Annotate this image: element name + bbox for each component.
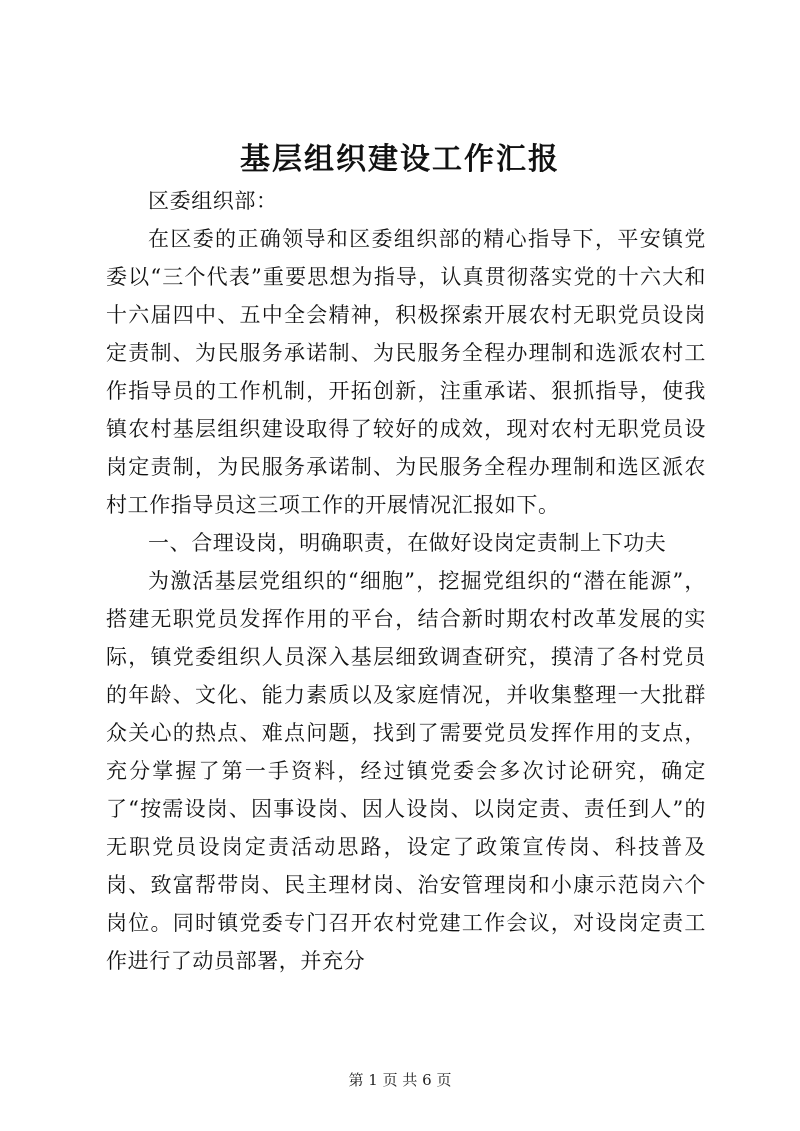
paragraph-section-1: 为激活基层党组织的“细胞”，挖掘党组织的“潜在能源”，搭建无职党员发挥作用的平台，结合新时期农村改革发展的实际，镇党委组织人员深入基层细致调查研究，摸清了各村党员的年龄、文化、能力素质以及家庭情况，并收集整理一大批群众关心的热点、难点问题，找到了需要党员发挥作用的支点，充分掌握了第一手资料，经过镇党委会多次讨论研究，确定了“按需设岗、因事设岗、因人设岗、以岗定责、责任到人”的无职党员设岗定责活动思路，设定了政策宣传岗、科技普及岗、致富帮带岗、民主理材岗、治安管理岗和小康示范岗六个岗位。同时镇党委专门召开农村党建工作会议，对设岗定责工作进行了动员部署，并充分 [106, 569, 706, 973]
document-body [106, 182, 706, 980]
document-title: 基层组织建设工作汇报 [240, 142, 560, 177]
salutation: 区委组织部： [148, 189, 278, 213]
paragraph-intro: 在区委的正确领导和区委组织部的精心指导下，平安镇党委以“三个代表”重要思想为指导，认真贯彻落实党的十六大和十六届四中、五中全会精神，积极探索开展农村无职党员设岗定责制、为民服务承诺制、为民服务全程办理制和选派农村工作指导员的工作机制，开拓创新，注重承诺、狠抓指导，使我镇农村基层组织建设取得了较好的成效，现对农村无职党员设岗定责制，为民服务承诺制、为民服务全程办理制和选区派农村工作指导员这三项工作的开展情况汇报如下。 [106, 227, 706, 517]
section-heading-1: 一、合理设岗，明确职责，在做好设岗定责制上下功夫 [148, 531, 667, 555]
page-footer: 第 1 页 共 6 页 [348, 1071, 452, 1089]
